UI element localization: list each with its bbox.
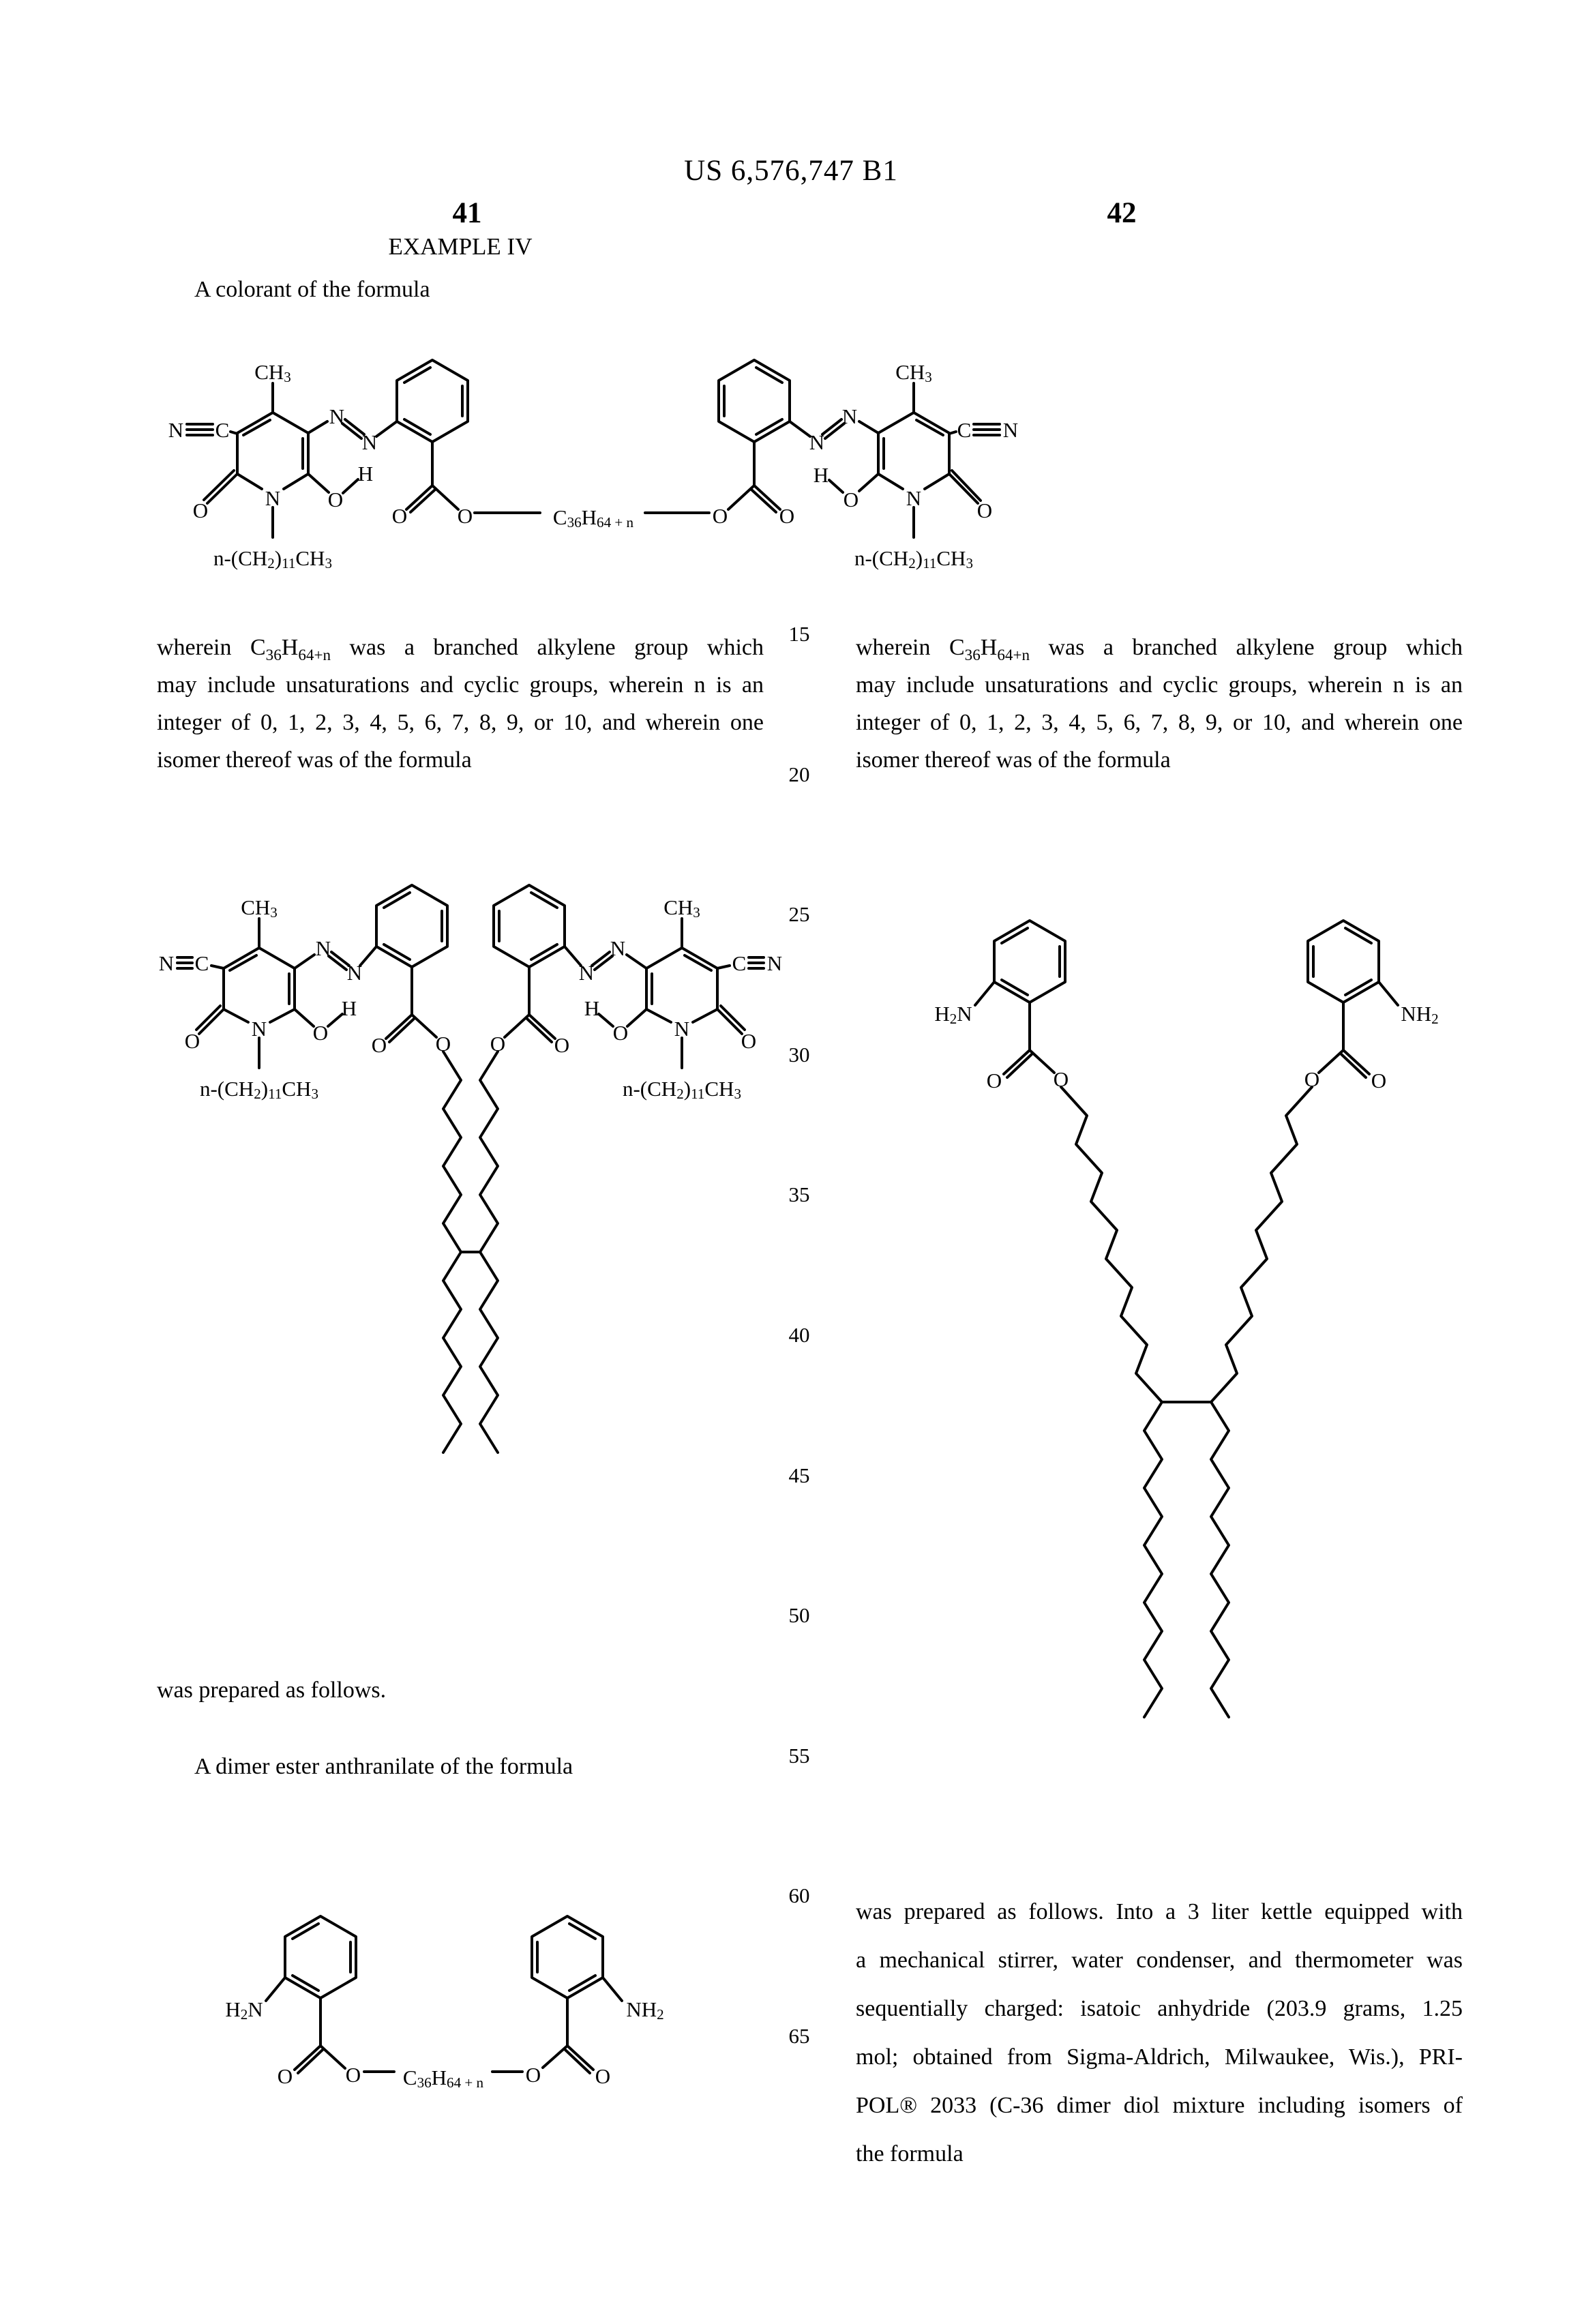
azo-n-label: N: [361, 430, 378, 454]
methyl-label: $CH_3$: [241, 895, 278, 921]
ring-carbonyl-o-label: O: [192, 498, 209, 522]
isomer-atom-labels: [159, 895, 782, 1103]
carbonyl-o-label: O: [277, 2064, 293, 2088]
ring-n-label: N: [265, 486, 281, 510]
carbonyl-o-label: O: [595, 2064, 611, 2088]
ester-o-label: O: [525, 2062, 541, 2087]
dimer-anthranilate-atom-labels: [225, 1997, 663, 2091]
line-number: 65: [788, 2024, 810, 2048]
column-number-41: 41: [452, 197, 482, 229]
line-number: 60: [788, 1883, 810, 1907]
enol-h-label: H: [357, 461, 374, 486]
paragraph-line: integer of 0, 1, 2, 3, 4, 5, 6, 7, 8, 9, or 10, and wherein one: [856, 710, 1463, 735]
methyl-label: $CH_3$: [254, 359, 291, 385]
amine-label: $NH_2$: [1401, 1001, 1439, 1027]
ester-o-label: O: [1053, 1067, 1069, 1091]
ester-o-label: O: [345, 2062, 361, 2087]
c36-linker-label: $C_{36}H_{64 + n}$: [552, 505, 634, 531]
carbonyl-o-label: O: [986, 1068, 1002, 1092]
paragraph-line: a mechanical stirrer, water condenser, and thermometer was: [856, 1948, 1463, 1973]
nitrile-n-label: N: [1002, 417, 1019, 442]
c36-linker-label: $C_{36}H_{64 + n}$: [402, 2065, 484, 2091]
isomer-bonds: [177, 885, 764, 1452]
paragraph-line: was prepared as follows. Into a 3 liter kettle equipped with: [856, 1899, 1463, 1924]
right-column-paragraph: [856, 629, 1463, 779]
ester-o-label: O: [457, 503, 473, 528]
nitrile-n-label: N: [158, 951, 175, 975]
paragraph-line: isomer thereof was of the formula: [856, 747, 1171, 773]
nitrile-c-label: C: [957, 417, 972, 442]
methyl-label: $CH_3$: [895, 359, 932, 385]
line-number: 55: [788, 1744, 810, 1768]
amine-label: $NH_2$: [626, 1997, 664, 2023]
enol-h-label: H: [584, 996, 600, 1020]
azo-n-label: N: [315, 936, 331, 960]
patent-number: US 6,576,747 B1: [684, 155, 898, 187]
ring-carbonyl-o-label: O: [184, 1028, 200, 1053]
azo-n-label: N: [809, 430, 825, 454]
paragraph-line: sequentially charged: isatoic anhydride (203.9 grams, 1.25: [856, 1996, 1463, 2021]
line-number: 25: [788, 902, 810, 926]
carbonyl-o-label: O: [1371, 1068, 1387, 1092]
line-number: 50: [788, 1603, 810, 1627]
methyl-label: $CH_3$: [663, 895, 700, 921]
nitrile-c-label: C: [194, 951, 209, 975]
paragraph-line: the formula: [856, 2141, 964, 2166]
ester-o-label: O: [490, 1031, 506, 1056]
paragraph-line: may include unsaturations and cyclic groups, wherein n is an: [157, 672, 764, 698]
enol-h-label: H: [813, 462, 829, 487]
azo-n-label: N: [610, 936, 626, 960]
azo-n-label: N: [841, 404, 858, 428]
paragraph-line: isomer thereof was of the formula: [157, 747, 472, 773]
colorant-structure-diagram: [157, 314, 1030, 586]
ring-carbonyl-o-label: O: [741, 1028, 757, 1053]
carbonyl-o-label: O: [391, 503, 408, 528]
ring-carbonyl-o-label: O: [976, 498, 993, 522]
paragraph-line: integer of 0, 1, 2, 3, 4, 5, 6, 7, 8, 9, or 10, and wherein one: [157, 710, 764, 735]
line-number: 15: [788, 622, 810, 646]
right-column-bottom-paragraph: [856, 1888, 1463, 2178]
alkyl-chain-label: $n-(CH_2)_{11}CH_3$: [213, 546, 333, 571]
nitrile-n-label: N: [168, 417, 184, 442]
ring-n-label: N: [906, 486, 922, 510]
nitrile-c-label: C: [732, 951, 747, 975]
ester-o-label: O: [435, 1031, 451, 1056]
enol-o-label: O: [843, 487, 859, 511]
colorant-isomer-structure-diagram: [157, 846, 784, 1534]
paragraph-line: wherein $C_{36}H_{64+n}$ was a branched alkylene group which: [157, 635, 764, 664]
ester-o-label: O: [1304, 1067, 1320, 1091]
amine-label: $H_2N$: [225, 1997, 263, 2023]
paragraph-line: mol; obtained from Sigma-Aldrich, Milwaukee, Wis.), PRI-: [856, 2044, 1463, 2070]
dimer-anthranilate-structure-diagram: [218, 1875, 696, 2196]
line-number: 40: [788, 1323, 810, 1347]
carbonyl-o-label: O: [554, 1032, 570, 1057]
alkyl-chain-label: $n-(CH_2)_{11}CH_3$: [854, 546, 974, 571]
anthranilate-isomer-structure-diagram: [927, 880, 1446, 1787]
enol-o-label: O: [327, 487, 344, 511]
prepared-text: was prepared as follows.: [157, 1678, 387, 1703]
carbonyl-o-label: O: [371, 1032, 387, 1057]
paragraph-line: may include unsaturations and cyclic groups, wherein n is an: [856, 672, 1463, 698]
azo-n-label: N: [346, 960, 363, 985]
nitrile-c-label: C: [215, 417, 230, 442]
nitrile-n-label: N: [766, 951, 783, 975]
line-number: 20: [788, 762, 810, 786]
alkyl-chain-label: $n-(CH_2)_{11}CH_3$: [622, 1076, 742, 1102]
left-column-paragraph: [157, 629, 764, 779]
line-number: 45: [788, 1463, 810, 1487]
intro-text: A colorant of the formula: [194, 277, 430, 302]
alkyl-chain-label: $n-(CH_2)_{11}CH_3$: [199, 1076, 319, 1102]
column-number-42: 42: [1107, 197, 1137, 229]
anthranilate-isomer-atom-labels: [934, 1002, 1438, 1092]
enol-h-label: H: [341, 996, 357, 1020]
ring-n-label: N: [674, 1016, 690, 1041]
azo-n-label: N: [329, 404, 345, 428]
dimer-intro-text: A dimer ester anthranilate of the formula: [194, 1754, 573, 1779]
ester-o-label: O: [712, 503, 728, 528]
dimer-anthranilate-bonds: [266, 1916, 622, 2073]
anthranilate-isomer-bonds: [975, 921, 1398, 1717]
azo-n-label: N: [578, 960, 595, 985]
amine-label: $H_2N$: [934, 1001, 972, 1027]
paragraph-line: wherein $C_{36}H_{64+n}$ was a branched alkylene group which: [856, 635, 1463, 664]
line-number: 30: [788, 1043, 810, 1067]
ring-n-label: N: [251, 1016, 267, 1041]
colorant-atom-labels: [168, 360, 1018, 572]
carbonyl-o-label: O: [779, 503, 795, 528]
line-number: 35: [788, 1182, 810, 1206]
paragraph-line: POL® 2033 (C-36 dimer diol mixture including isomers of: [856, 2093, 1463, 2118]
example-heading: EXAMPLE IV: [388, 233, 533, 260]
enol-o-label: O: [312, 1020, 329, 1045]
enol-o-label: O: [612, 1020, 629, 1045]
